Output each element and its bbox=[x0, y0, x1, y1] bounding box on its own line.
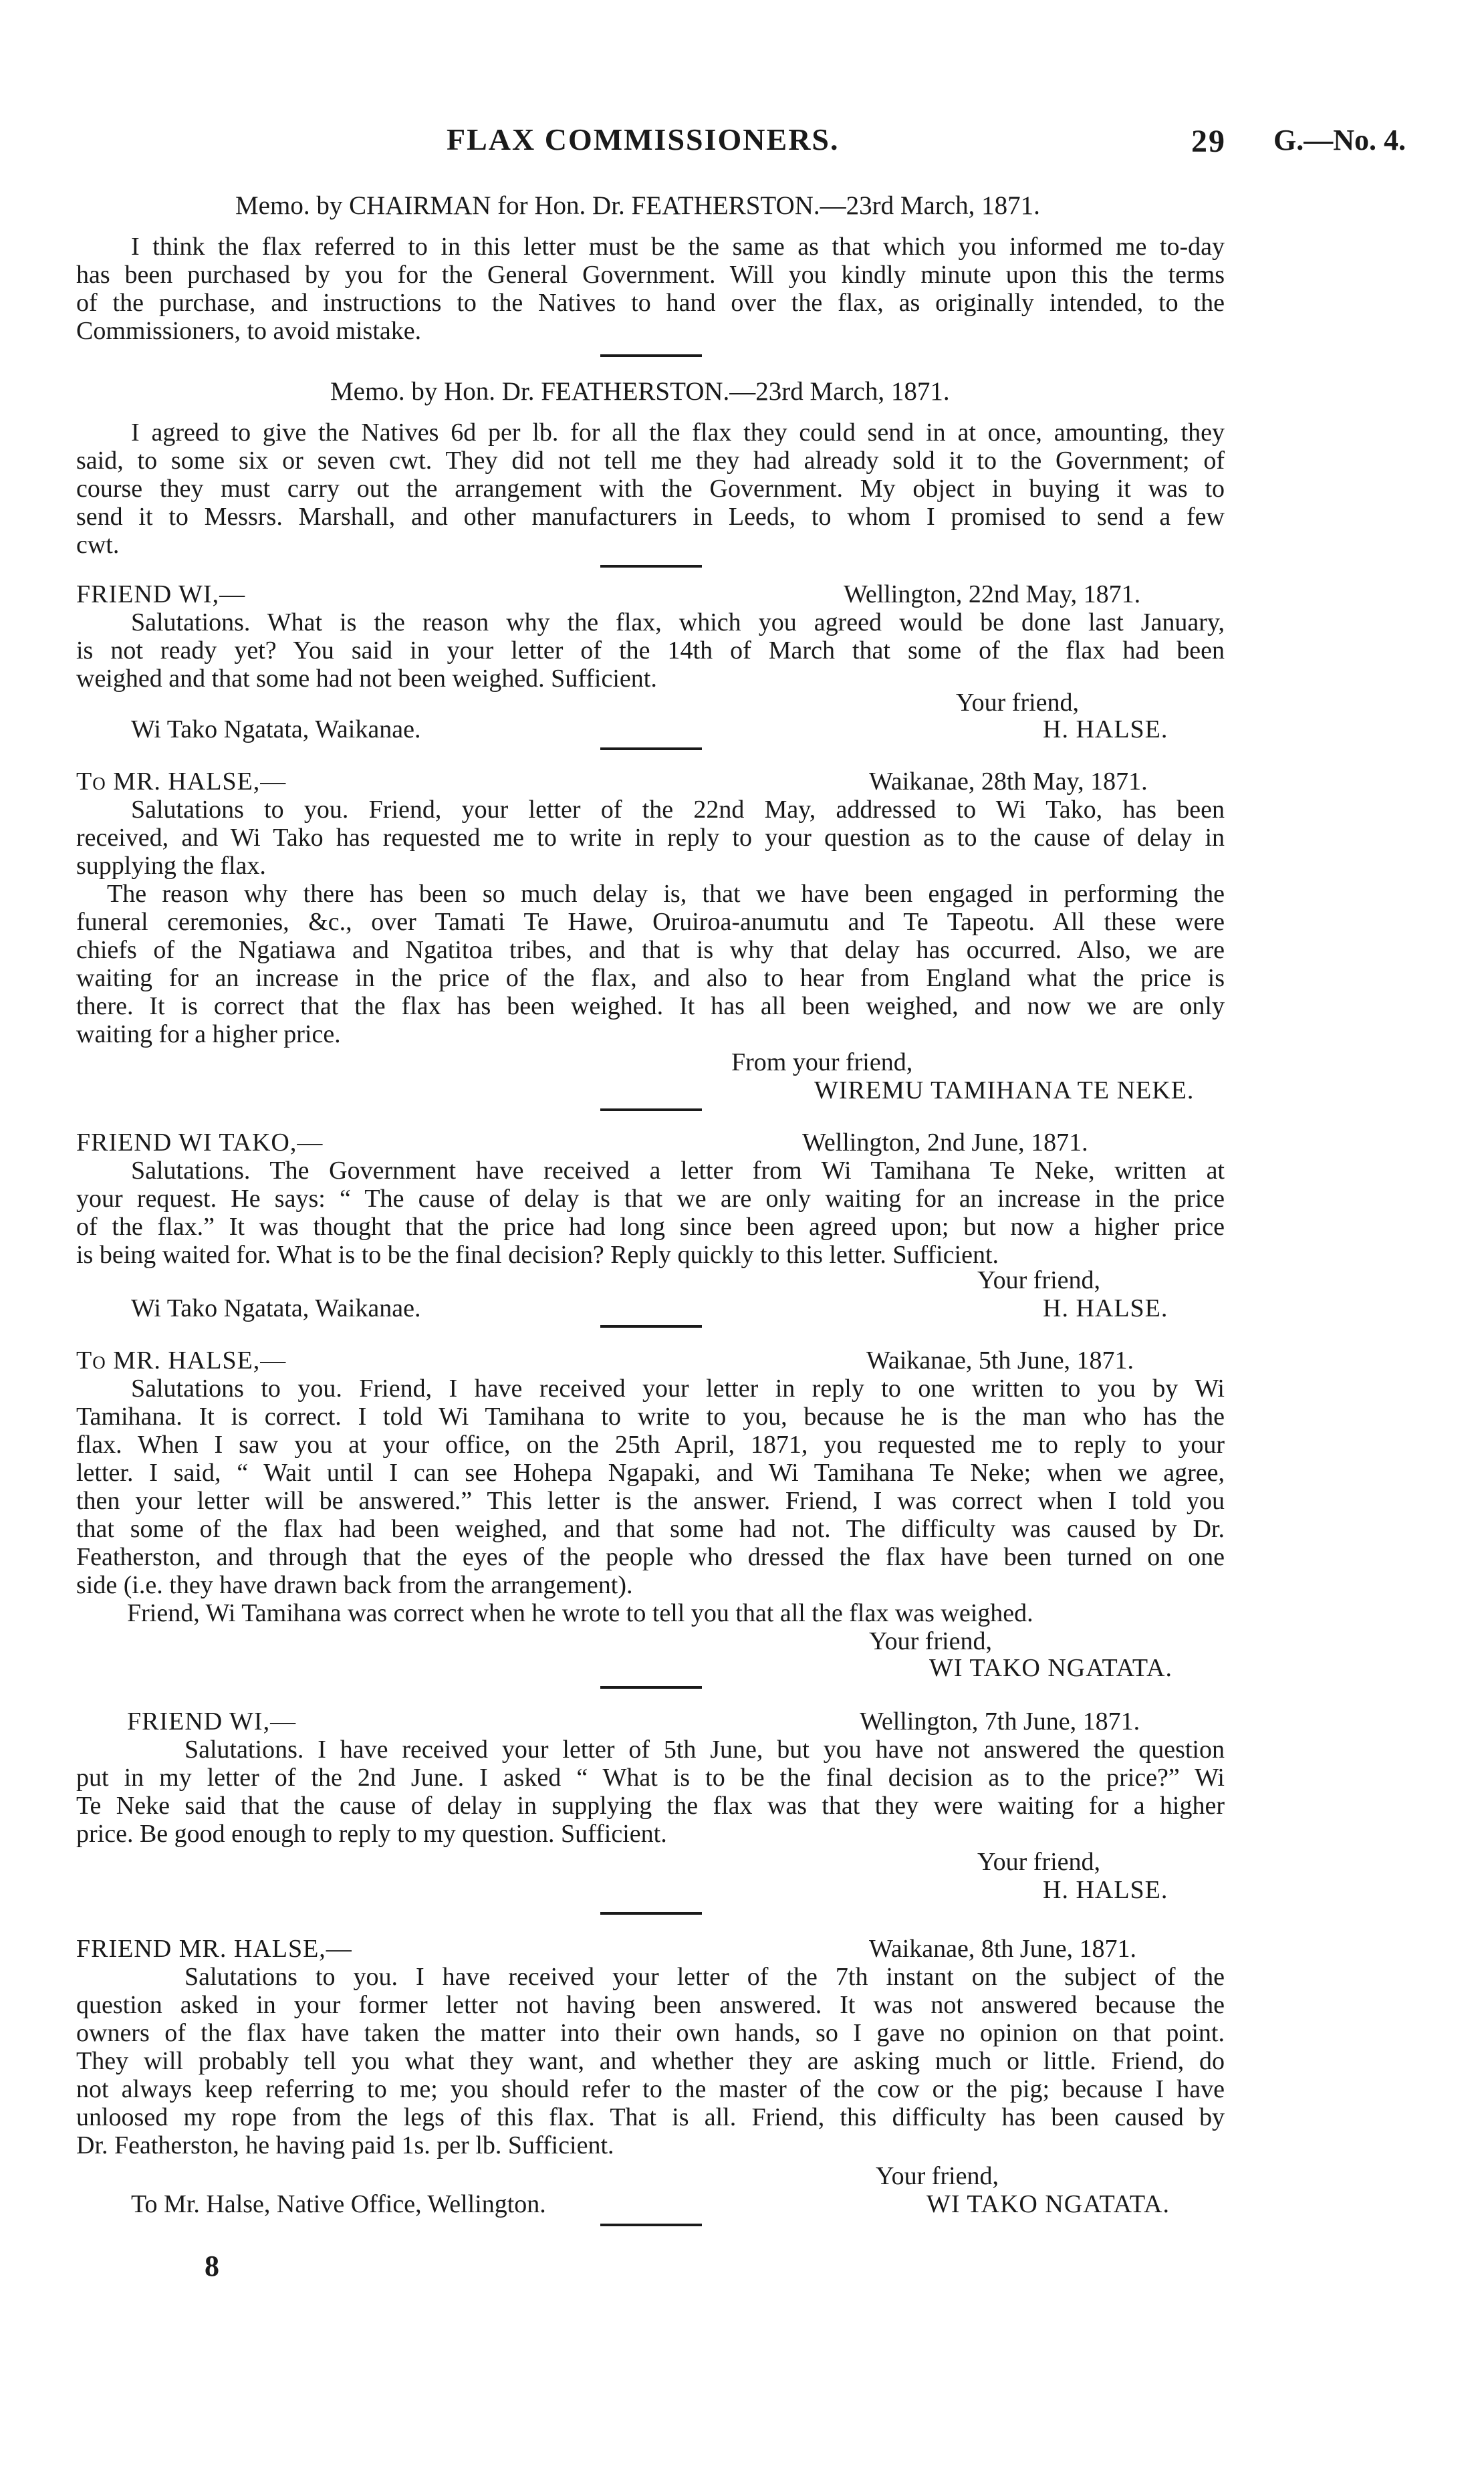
memo-2-line: course they must carry out the arrangement with the Government. My object in buying it was to bbox=[76, 475, 1225, 503]
letter-1-line: Salutations. What is the reason why the flax, which you agreed would be done last January, bbox=[131, 608, 1225, 636]
letter-4-line: flax. When I saw you at your office, on the 25th April, 1871, you requested me to reply to your bbox=[76, 1431, 1225, 1459]
letter-4-line: Friend, Wi Tamihana was correct when he wrote to tell you that all the flax was weighed. bbox=[127, 1599, 1033, 1627]
letter-3-signature: H. HALSE. bbox=[1043, 1294, 1168, 1322]
letter-1-salutation: FRIEND WI,— bbox=[76, 580, 246, 608]
letter-4-line: then your letter will be answered.” This letter is the answer. Friend, I was correct when I told you bbox=[76, 1487, 1225, 1515]
memo-1-line: I think the flax referred to in this letter must be the same as that which you informed me to-day bbox=[131, 233, 1225, 261]
letter-5-line: Salutations. I have received your letter of 5th June, but you have not answered the question bbox=[184, 1736, 1225, 1764]
letter-2-line: there. It is correct that the flax has been weighed. It has all been weighed, and now we are only bbox=[76, 992, 1225, 1020]
letter-2-line: Salutations to you. Friend, your letter of the 22nd May, addressed to Wi Tako, has been bbox=[131, 796, 1225, 824]
letter-4-salutation: To MR. HALSE,— bbox=[76, 1346, 287, 1375]
letter-4-line: Tamihana. It is correct. I told Wi Tamihana to write to you, because he is the man who has the bbox=[76, 1403, 1225, 1431]
letter-4-line: Salutations to you. Friend, I have received your letter in reply to one written to you by Wi bbox=[131, 1375, 1225, 1403]
memo-1-line: has been purchased by you for the General Government. Will you kindly minute upon this the terms bbox=[76, 261, 1225, 289]
section-divider bbox=[600, 747, 702, 750]
letter-2-line: chiefs of the Ngatiawa and Ngatitoa tribes, and that is why that delay has occurred. Also, we are bbox=[76, 936, 1225, 964]
letter-2-line: waiting for an increase in the price of the flax, and also to hear from England what the price is bbox=[76, 964, 1225, 992]
section-divider bbox=[600, 1686, 702, 1689]
letter-3-line: is being waited for. What is to be the final decision? Reply quickly to this letter. Sufficient. bbox=[76, 1241, 999, 1269]
letter-2-line: supplying the flax. bbox=[76, 852, 266, 880]
letter-6-line: not always keep referring to me; you should refer to the master of the cow or the pig; because I have bbox=[76, 2075, 1225, 2103]
letter-4-place-date: Waikanae, 5th June, 1871. bbox=[866, 1346, 1134, 1375]
letter-5-place-date: Wellington, 7th June, 1871. bbox=[860, 1707, 1140, 1736]
letter-1-addressee: Wi Tako Ngatata, Waikanae. bbox=[131, 715, 421, 743]
letter-4-line: letter. I said, “ Wait until I can see Hohepa Ngapaki, and Wi Tamihana Te Neke; when we agree, bbox=[76, 1459, 1225, 1487]
letter-6-closing: Your friend, bbox=[876, 2162, 999, 2190]
section-divider bbox=[600, 565, 702, 568]
letter-2-salutation: To MR. HALSE,— bbox=[76, 767, 287, 796]
letter-6-line: They will probably tell you what they want, and whether they are asking much or little. Friend, do bbox=[76, 2047, 1225, 2075]
section-divider bbox=[600, 1912, 702, 1915]
letter-3-line: of the flax.” It was thought that the price had long since been agreed upon; but now a higher price bbox=[76, 1213, 1225, 1241]
letter-6-line: question asked in your former letter not having been answered. It was not answered because the bbox=[76, 1991, 1225, 2019]
page-number: 29 bbox=[1191, 124, 1226, 159]
letter-2-line: received, and Wi Tako has requested me to write in reply to your question as to the cause of delay in bbox=[76, 824, 1225, 852]
letter-4-line: side (i.e. they have drawn back from the arrangement). bbox=[76, 1571, 633, 1599]
letter-1-line: is not ready yet? You said in your letter of the 14th of March that some of the flax had been bbox=[76, 636, 1225, 665]
letter-6-place-date: Waikanae, 8th June, 1871. bbox=[869, 1935, 1137, 1963]
memo-2-line: cwt. bbox=[76, 531, 120, 559]
letter-3-closing: Your friend, bbox=[977, 1266, 1101, 1294]
letter-4-signature: WI TAKO NGATATA. bbox=[929, 1654, 1172, 1682]
letter-5-closing: Your friend, bbox=[977, 1848, 1101, 1876]
section-divider bbox=[600, 2224, 702, 2226]
letter-5-line: put in my letter of the 2nd June. I asked “ What is to be the final decision as to the price?” Wi bbox=[76, 1764, 1225, 1792]
letter-2-line: funeral ceremonies, &c., over Tamati Te Hawe, Oruiroa-anumutu and Te Tapeotu. All these were bbox=[76, 908, 1225, 936]
letter-1-closing: Your friend, bbox=[956, 689, 1080, 717]
letter-6-salutation: FRIEND MR. HALSE,— bbox=[76, 1935, 352, 1963]
page-title: FLAX COMMISSIONERS. bbox=[447, 122, 840, 156]
document-reference: G.—No. 4. bbox=[1273, 124, 1406, 156]
memo-1-heading: Memo. by CHAIRMAN for Hon. Dr. FEATHERSTON.—23rd March, 1871. bbox=[235, 191, 1040, 220]
memo-2-line: I agreed to give the Natives 6d per lb. for all the flax they could send in at once, amounting, they bbox=[131, 419, 1225, 447]
letter-1-signature: H. HALSE. bbox=[1043, 715, 1168, 743]
letter-1-place-date: Wellington, 22nd May, 1871. bbox=[844, 580, 1141, 608]
letter-2-signature: WIREMU TAMIHANA TE NEKE. bbox=[814, 1076, 1195, 1104]
letter-5-line: price. Be good enough to reply to my question. Sufficient. bbox=[76, 1820, 667, 1848]
letter-4-line: Featherston, and through that the eyes of the people who dressed the flax have been turned on one bbox=[76, 1543, 1225, 1571]
section-divider bbox=[600, 1325, 702, 1328]
letter-4-line: that some of the flax had been weighed, and that some had not. The difficulty was caused by Dr. bbox=[76, 1515, 1225, 1543]
memo-1-line: Commissioners, to avoid mistake. bbox=[76, 317, 422, 345]
letter-2-line: The reason why there has been so much delay is, that we have been engaged in performing the bbox=[107, 880, 1225, 908]
letter-3-line: Salutations. The Government have received a letter from Wi Tamihana Te Neke, written at bbox=[131, 1157, 1225, 1185]
letter-6-line: Salutations to you. I have received your letter of the 7th instant on the subject of the bbox=[184, 1963, 1225, 1991]
letter-5-line: Te Neke said that the cause of delay in supplying the flax was that they were waiting for a higher bbox=[76, 1792, 1225, 1820]
letter-5-signature: H. HALSE. bbox=[1043, 1876, 1168, 1904]
letter-2-line: waiting for a higher price. bbox=[76, 1020, 341, 1048]
letter-6-addressee: To Mr. Halse, Native Office, Wellington. bbox=[131, 2190, 546, 2218]
letter-3-place-date: Wellington, 2nd June, 1871. bbox=[802, 1129, 1088, 1157]
section-divider bbox=[600, 354, 702, 357]
letter-2-place-date: Waikanae, 28th May, 1871. bbox=[869, 767, 1148, 796]
letter-3-addressee: Wi Tako Ngatata, Waikanae. bbox=[131, 1294, 421, 1322]
memo-2-line: send it to Messrs. Marshall, and other manufacturers in Leeds, to whom I promised to send a few bbox=[76, 503, 1225, 531]
letter-4-closing: Your friend, bbox=[869, 1627, 993, 1655]
letter-1-line: weighed and that some had not been weighed. Sufficient. bbox=[76, 665, 657, 693]
letter-3-salutation: FRIEND WI TAKO,— bbox=[76, 1129, 324, 1157]
letter-6-line: Dr. Featherston, he having paid 1s. per lb. Sufficient. bbox=[76, 2131, 614, 2159]
letter-5-salutation: FRIEND WI,— bbox=[127, 1707, 297, 1736]
letter-6-line: owners of the flax have taken the matter into their own hands, so I gave no opinion on that point. bbox=[76, 2019, 1225, 2047]
memo-2-line: said, to some six or seven cwt. They did not tell me they had already sold it to the Government; of bbox=[76, 447, 1225, 475]
memo-2-heading: Memo. by Hon. Dr. FEATHERSTON.—23rd March, 1871. bbox=[330, 377, 950, 406]
memo-1-line: of the purchase, and instructions to the Natives to hand over the flax, as originally intended, to the bbox=[76, 289, 1225, 317]
letter-3-line: your request. He says: “ The cause of delay is that we are only waiting for an increase in the price bbox=[76, 1185, 1225, 1213]
letter-6-signature: WI TAKO NGATATA. bbox=[926, 2190, 1170, 2218]
letter-2-closing: From your friend, bbox=[731, 1048, 913, 1076]
signature-mark: 8 bbox=[205, 2250, 219, 2282]
letter-6-line: unloosed my rope from the legs of this flax. That is all. Friend, this difficulty has been caused by bbox=[76, 2103, 1225, 2131]
section-divider bbox=[600, 1108, 702, 1111]
